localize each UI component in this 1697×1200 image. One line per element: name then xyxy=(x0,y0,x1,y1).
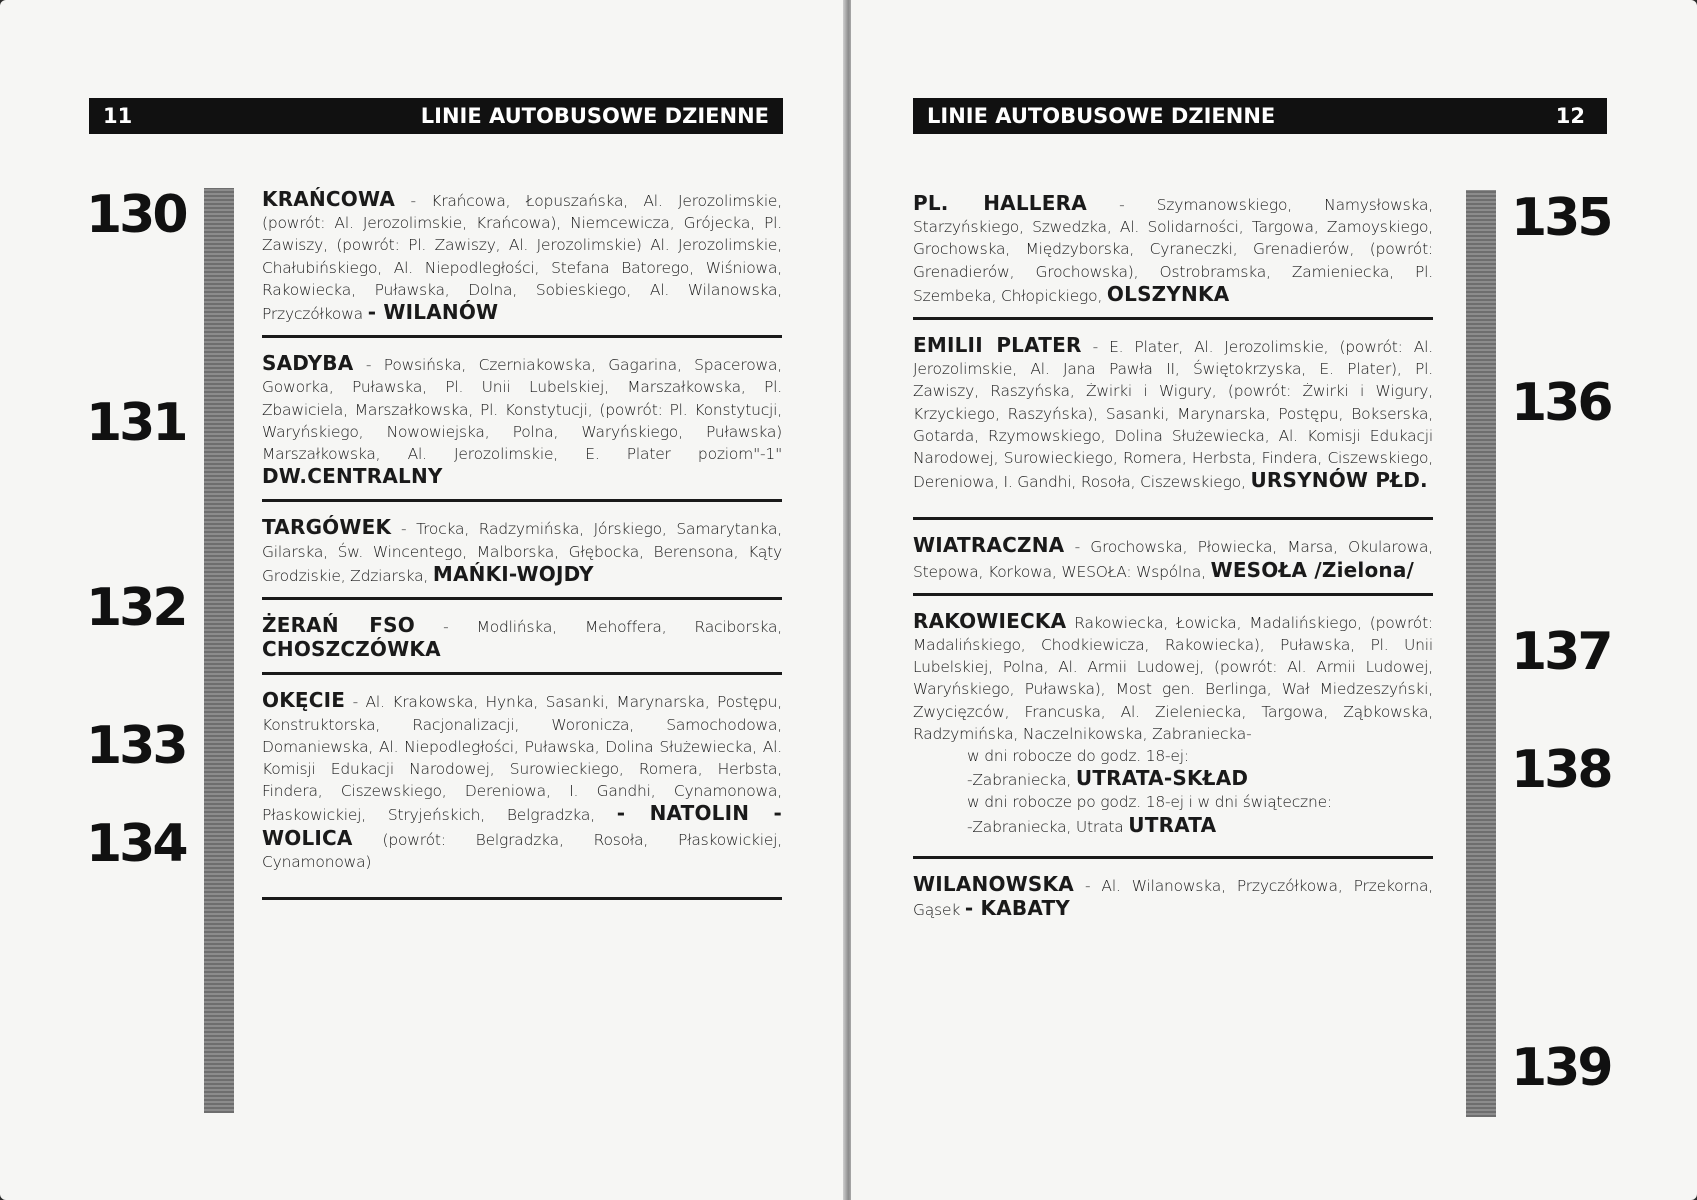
route-entry: EMILII PLATER - E. Plater, Al. Jerozolimskie, (powrót: Al. Jerozolimskie, Al. Jana Pawła II, Świętokrzyska, E. Plater), Pl. Zawiszy, Raszyńska, Żwirki i Wigury, (powrót: Żwirki i Wigury, Krzyckiego, Raszyńska), Sasanki, Marynarska, Postępu, Bokserska, Gotarda, Rzymowskiego, Dolina Służewiecka, Al. Komisji Edukacji Narodowej, Surowieckiego, Romera, Herbsta, Findera, Ciszewskiego, Dereniowa, I. Gandhi, Rosoła, Ciszewskiego, URSYNÓW PŁD. xyxy=(913,333,1433,493)
route-variant-destination: UTRATA-SKŁAD xyxy=(1075,766,1249,791)
route-entry: OKĘCIE - Al. Krakowska, Hynka, Sasanki, Marynarska, Postępu, Konstruktorska, Racjonalizacji, Woronicza, Samochodowa, Domaniewska, Al. Niepodległości, Puławska, Dolina Służewiecka, Al. Komisji Edukacji Narodowej, Surowieckiego, Romera, Herbsta, Findera, Ciszewskiego, Dereniowa, I. Gandhi, Cynamonowa, Płaskowickiej, Stryjeńskich, Belgradzka, - NATOLIN -WOLICA (powrót: Belgradzka, Rosoła, Płaskowickiej, Cynamonowa) xyxy=(262,688,783,871)
route-name: TARGÓWEK xyxy=(262,515,392,540)
route-entry: TARGÓWEK - Trocka, Radzymińska, Jórskiego, Samarytanka, Gilarska, Św. Wincentego, Malborska, Głębocka, Berensona, Kąty Grodziskie, Zdziarska, MAŃKI-WOJDY xyxy=(262,515,782,586)
route-destination: OLSZYNKA xyxy=(1106,281,1230,306)
route-destination: MAŃKI-WOJDY xyxy=(432,561,594,586)
route-entry: ŻERAŃ FSO - Modlińska, Mehoffera, Raciborska, CHOSZCZÓWKA xyxy=(262,613,782,662)
route-name: KRAŃCOWA xyxy=(262,187,396,211)
header-title: LINIE AUTOBUSOWE DZIENNE xyxy=(420,104,769,128)
route-streets: Krańcowa, Łopuszańska, Al. Jerozolimskie, (powrót: Al. Jerozolimskie, Krańcowa), Niemcewicza, Grójecka, Pl. Zawiszy, (powrót: Pl. Zawiszy, Al. Jerozolimskie) Al. Jerozolimskie, Chałubińskiego, Al. Niepodległości, Stefana Batorego, Wiśniowa, Rakowiecka, Puławska, Dolna, Sobieskiego, Al. Wilanowska, Przyczółkowa xyxy=(262,192,782,324)
route-entry: PL. HALLERA - Szymanowskiego, Namysłowska, Starzyńskiego, Szwedzka, Al. Solidarności, Targowa, Zamoyskiego, Grochowska, Międzyborska, Cyraneczki, Grenadierów, (powrót: Grenadierów, Grochowska), Ostrobramska, Zamieniecka, Pl. Szembeka, Chłopickiego, OLSZYNKA xyxy=(913,191,1433,306)
line-number-130: 130 xyxy=(86,185,186,245)
route-streets: Trocka, Radzymińska, Jórskiego, Samarytanka, Gilarska, Św. Wincentego, Malborska, Głębocka, Berensona, Kąty Grodziskie, Zdziarska, xyxy=(262,520,782,585)
header-title: LINIE AUTOBUSOWE DZIENNE xyxy=(927,104,1276,128)
divider xyxy=(262,597,782,600)
line-number-132: 132 xyxy=(86,578,186,638)
route-list xyxy=(913,192,1433,921)
divider xyxy=(913,517,1433,520)
route-name: OKĘCIE xyxy=(262,688,346,713)
line-number-136: 136 xyxy=(1511,373,1611,433)
header-bar xyxy=(89,98,783,134)
line-number-131: 131 xyxy=(86,393,186,453)
route-name: RAKOWIECKA xyxy=(913,608,1067,633)
route-name: WIATRACZNA xyxy=(913,533,1065,558)
divider xyxy=(913,593,1433,596)
route-variant-streets: -Zabraniecka, xyxy=(967,771,1072,790)
route-streets: Szymanowskiego, Namysłowska, Starzyńskiego, Szwedzka, Al. Solidarności, Targowa, Zamoyskiego, Grochowska, Międzyborska, Cyraneczki, Grenadierów, (powrót: Grenadierów, Grochowska), Ostrobramska, Zamieniecka, Pl. Szembeka, Chłopickiego, xyxy=(913,196,1433,305)
divider xyxy=(262,672,782,675)
line-number-138: 138 xyxy=(1511,740,1611,800)
line-number-133: 133 xyxy=(86,716,186,776)
divider xyxy=(262,499,782,502)
header-bar xyxy=(913,98,1607,134)
route-name: WILANOWSKA xyxy=(913,871,1074,896)
route-destination: WESOŁA /Zielona/ xyxy=(1210,557,1415,582)
route-streets: Grochowska, Płowiecka, Marsa, Okularowa, Stepowa, Korkowa, WESOŁA: Wspólna, xyxy=(913,538,1433,581)
route-destination: CHOSZCZÓWKA xyxy=(262,637,441,662)
route-name: ŻERAŃ FSO xyxy=(262,613,415,638)
route-destination: DW.CENTRALNY xyxy=(262,464,443,489)
route-streets: Al. Wilanowska, Przyczółkowa, Przekorna, Gąsek xyxy=(913,876,1433,920)
route-entry xyxy=(913,610,1433,838)
divider xyxy=(913,856,1433,859)
route-return: (powrót: Belgradzka, Rosoła, Płaskowickiej, Cynamonowa) xyxy=(262,830,783,871)
page-number: 11 xyxy=(103,104,133,128)
route-streets: Powsińska, Czerniakowska, Gagarina, Spacerowa, Goworka, Puławska, Pl. Unii Lubelskiej, Marszałkowska, Pl. Zbawiciela, Marszałkowska, Pl. Konstytucji, (powrót: Pl. Konstytucji, Waryńskiego, Nowowiejska, Polna, Waryńskiego, Puławska) Marszałkowska, Al. Jerozolimskie, E. Plater poziom"-1" xyxy=(262,356,782,464)
route-entry: SADYBA - Powsińska, Czerniakowska, Gagarina, Spacerowa, Goworka, Puławska, Pl. Unii Lubelskiej, Marszałkowska, Pl. Zbawiciela, Marszałkowska, Pl. Konstytucji, (powrót: Pl. Konstytucji, Waryńskiego, Nowowiejska, Polna, Waryńskiego, Puławska) Marszałkowska, Al. Jerozolimskie, E. Plater poziom"-1" DW.CENTRALNY xyxy=(262,351,782,489)
route-variant-note: w dni robocze po godz. 18-ej i w dni świąteczne: xyxy=(967,793,1332,812)
route-destination: WILANÓW xyxy=(383,300,499,325)
page-number: 12 xyxy=(1555,104,1585,128)
route-variant xyxy=(913,814,1433,838)
line-number-139: 139 xyxy=(1511,1038,1611,1098)
line-number-137: 137 xyxy=(1511,622,1611,682)
route-streets: Modlińska, Mehoffera, Raciborska, xyxy=(476,618,782,637)
route-variant xyxy=(913,767,1433,791)
route-name: SADYBA xyxy=(262,351,354,376)
divider xyxy=(262,897,782,900)
route-name: EMILII PLATER xyxy=(913,333,1082,358)
route-variant-note: w dni robocze do godz. 18-ej: xyxy=(967,747,1189,766)
route-destination: NATOLIN -WOLICA xyxy=(262,801,782,850)
route-list xyxy=(262,188,782,914)
gray-sidebar-bar xyxy=(1466,190,1496,1117)
route-entry: WILANOWSKA - Al. Wilanowska, Przyczółkowa, Przekorna, Gąsek - KABATY xyxy=(913,871,1433,921)
route-variant-streets: -Zabraniecka, Utrata xyxy=(967,817,1124,836)
route-streets: E. Plater, Al. Jerozolimskie, (powrót: Al. Jerozolimskie, Al. Jana Pawła II, Świętokrzyska, E. Plater), Pl. Zawiszy, Raszyńska, Żwirki i Wigury, (powrót: Żwirki i Wigury, Krzyckiego, Raszyńska), Sasanki, Marynarska, Postępu, Bokserska, Gotarda, Rzymowskiego, Dolina Służewiecka, Al. Komisji Edukacji Narodowej, Surowieckiego, Romera, Herbsta, Findera, Ciszewskiego, Dereniowa, I. Gandhi, Rosoła, Ciszewskiego, xyxy=(913,338,1433,492)
route-entry: WIATRACZNA - Grochowska, Płowiecka, Marsa, Okularowa, Stepowa, Korkowa, WESOŁA: Wspólna, WESOŁA /Zielona/ xyxy=(913,533,1433,582)
route-destination: URSYNÓW PŁD. xyxy=(1250,468,1428,493)
line-number-135: 135 xyxy=(1511,188,1611,248)
route-streets: Al. Krakowska, Hynka, Sasanki, Marynarska, Postępu, Konstruktorska, Racjonalizacji, Woronicza, Samochodowa, Domaniewska, Al. Niepodległości, Puławska, Dolina Służewiecka, Al. Komisji Edukacji Narodowej, Surowieckiego, Romera, Herbsta, Findera, Ciszewskiego, Dereniowa, I. Gandhi, Cynamonowa, Płaskowickiej, Stryjeńskich, Belgradzka, xyxy=(262,693,782,825)
route-destination: KABATY xyxy=(980,896,1070,921)
right-page xyxy=(851,0,1697,1200)
route-streets: Rakowiecka, Łowicka, Madalińskiego, (powrót: Madalińskiego, Chodkiewicza, Rakowiecka), Puławska, Pl. Unii Lubelskiej, Polna, Al. Armii Ludowej, (powrót: Al. Armii Ludowej, Waryńskiego, Puławska), Most gen. Berlinga, Wał Miedzeszyński, Zwycięzców, Francuska, Al. Zieleniecka, Targowa, Ząbkowska, Radzymińska, Naczelnikowska, Zabraniecka- xyxy=(913,613,1433,743)
gray-sidebar-bar xyxy=(204,188,234,1113)
divider xyxy=(913,317,1433,320)
divider xyxy=(262,335,782,338)
line-number-134: 134 xyxy=(86,814,186,874)
route-name: PL. HALLERA xyxy=(913,191,1087,215)
route-variant-destination: UTRATA xyxy=(1128,812,1217,837)
route-entry: KRAŃCOWA - Krańcowa, Łopuszańska, Al. Jerozolimskie, (powrót: Al. Jerozolimskie, Krańcowa), Niemcewicza, Grójecka, Pl. Zawiszy, (powrót: Pl. Zawiszy, Al. Jerozolimskie) Al. Jerozolimskie, Chałubińskiego, Al. Niepodległości, Stefana Batorego, Wiśniowa, Rakowiecka, Puławska, Dolna, Sobieskiego, Al. Wilanowska, Przyczółkowa - WILANÓW xyxy=(262,187,782,325)
left-page xyxy=(0,0,846,1200)
